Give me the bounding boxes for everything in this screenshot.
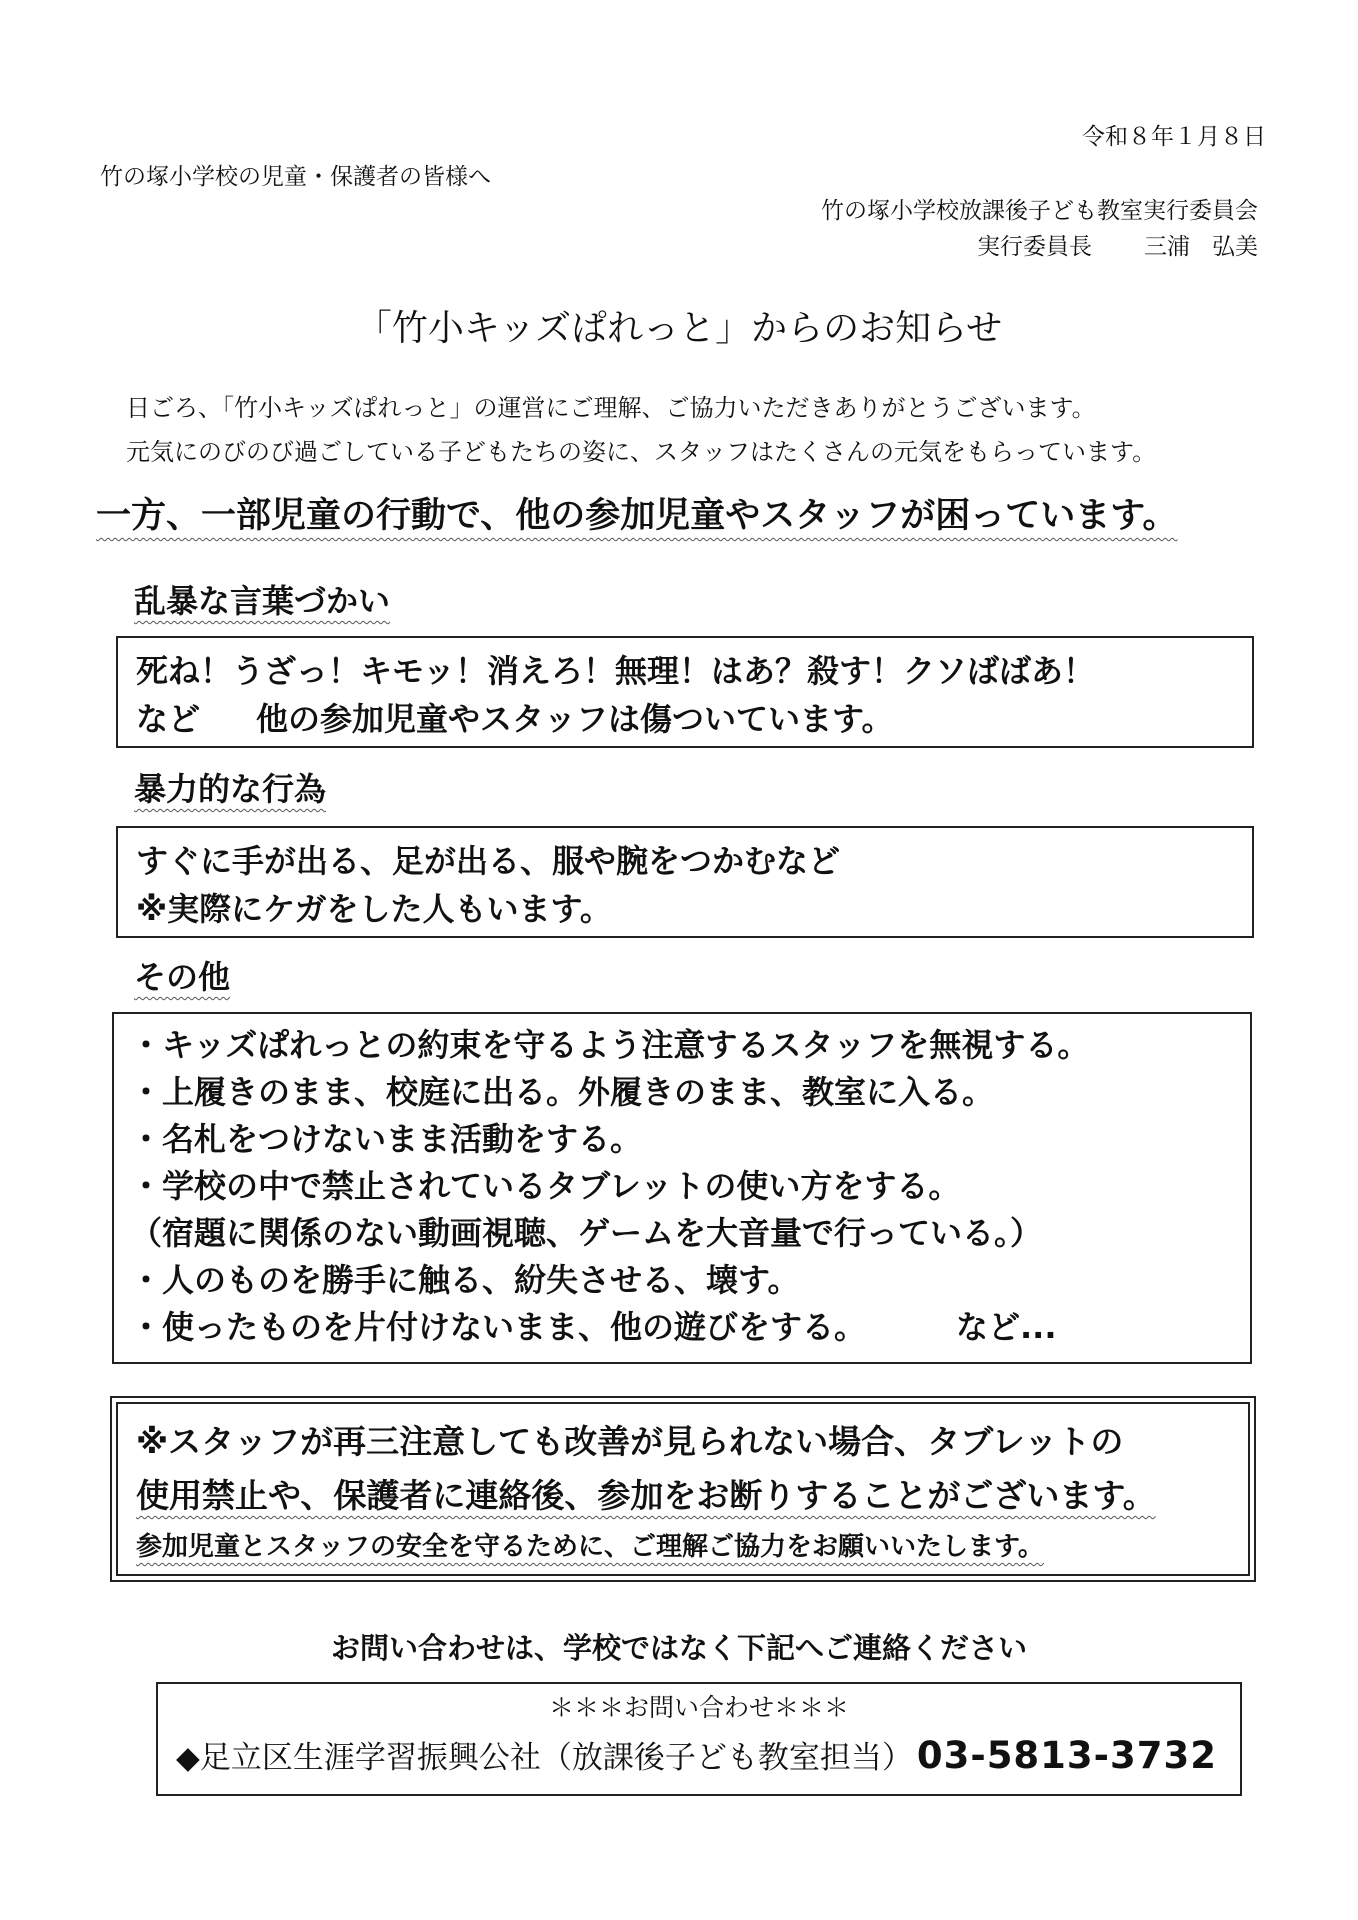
alert-heading: 一方、一部児童の行動で、他の参加児童やスタッフが困っています。 xyxy=(96,496,1178,536)
warning-line-1: ※スタッフが再三注意しても改善が見られない場合、タブレットの xyxy=(136,1422,1124,1461)
other-examples-box xyxy=(112,1012,1252,1364)
warning-line-3: 参加児童とスタッフの安全を守るために、ご理解ご協力をお願いいたします。 xyxy=(136,1532,1044,1562)
intro-line-2: 元気にのびのび過ごしている子どもたちの姿に、スタッフはたくさんの元気をもらっています。 xyxy=(126,438,1157,466)
sender-given-name: 弘美 xyxy=(1212,234,1258,260)
list-item: ・学校の中で禁止されているタブレットの使い方をする。 xyxy=(130,1167,961,1205)
page-title: 「竹小キッズぱれっと」からのお知らせ xyxy=(355,308,1003,349)
other-examples-list xyxy=(130,1022,1089,1351)
list-item: ・名札をつけないまま活動をする。 xyxy=(130,1120,643,1158)
list-item-text: ・使ったものを片付けないまま、他の遊びをする。 xyxy=(130,1308,867,1346)
section-heading-other: その他 xyxy=(134,958,231,996)
list-item: ・人のものを勝手に触る、紛失させる、壊す。 xyxy=(130,1261,800,1299)
document-date: 令和８年１月８日 xyxy=(1082,124,1266,150)
violence-note: ※実際にケガをした人もいます。 xyxy=(136,890,612,928)
sender-signature xyxy=(977,228,1258,261)
language-impact xyxy=(136,694,893,740)
sender-title: 実行委員長 xyxy=(977,234,1092,260)
list-item-last xyxy=(130,1304,1089,1351)
sender-organization: 竹の塚小学校放課後子ども教室実行委員会 xyxy=(821,198,1258,224)
language-etc: など xyxy=(136,700,201,738)
warning-box xyxy=(110,1396,1256,1582)
violence-examples-box xyxy=(116,826,1254,938)
violence-examples: すぐに手が出る、足が出る、服や腕をつかむなど xyxy=(136,842,841,880)
warning-box-inner xyxy=(116,1402,1250,1576)
list-item: ・上履きのまま、校庭に出る。外履きのまま、教室に入る。 xyxy=(130,1073,995,1111)
contact-heading: お問い合わせは、学校ではなく下記へご連絡ください xyxy=(330,1631,1027,1665)
contact-line xyxy=(176,1732,1217,1777)
warning-line-2: 使用禁止や、保護者に連絡後、参加をお断りすることがございます。 xyxy=(136,1476,1156,1515)
language-examples: 死ね！うざっ！キモッ！消えろ！無理！はあ？殺す！クソばばあ！ xyxy=(136,652,1096,690)
contact-box xyxy=(156,1682,1242,1796)
recipient-line: 竹の塚小学校の児童・保護者の皆様へ xyxy=(100,164,491,190)
list-item: ・キッズぱれっとの約束を守るよう注意するスタッフを無視する。 xyxy=(130,1026,1090,1064)
section-heading-violence: 暴力的な行為 xyxy=(134,770,327,808)
list-item: （宿題に関係のない動画視聴、ゲームを大音量で行っている。） xyxy=(130,1214,1043,1252)
diamond-bullet-icon: ◆ xyxy=(176,1740,200,1776)
sender-surname: 三浦 xyxy=(1144,234,1190,260)
contact-label: ＊＊＊お問い合わせ＊＊＊ xyxy=(548,1693,849,1722)
contact-organization: 足立区生涯学習振興公社（放課後子ども教室担当） xyxy=(199,1740,913,1776)
list-etc: など... xyxy=(956,1308,1057,1346)
language-examples-box xyxy=(116,636,1254,748)
section-heading-language: 乱暴な言葉づかい xyxy=(134,582,391,620)
contact-phone: 03-5813-3732 xyxy=(916,1734,1218,1777)
language-impact-text: 他の参加児童やスタッフは傷ついています。 xyxy=(256,700,894,738)
intro-line-1: 日ごろ、「竹小キッズぱれっと」の運営にご理解、ご協力いただきありがとうございます。 xyxy=(126,394,1096,422)
